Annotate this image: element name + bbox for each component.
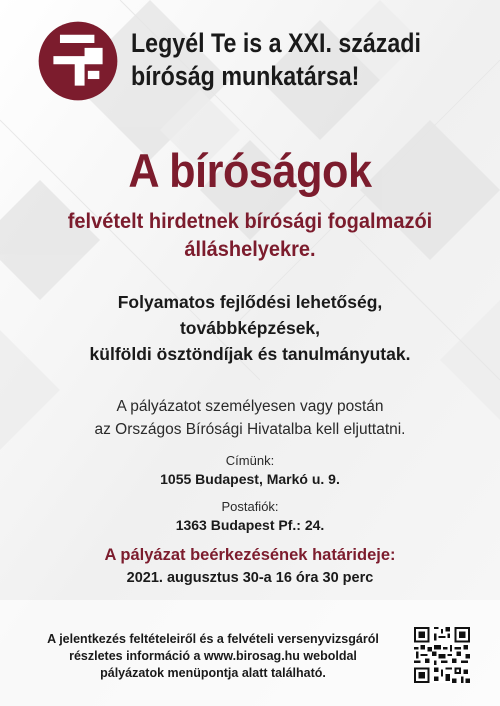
footer-line-2: részletes információ a www.birosag.hu weboldal <box>69 649 357 663</box>
footer-line-1: A jelentkezés feltételeiről és a felvételi versenyvizsgáról <box>47 632 379 646</box>
benefits <box>0 289 500 367</box>
qr-code-icon[interactable] <box>414 627 470 683</box>
deadline-title: A pályázat beérkezésének határideje: <box>104 546 396 564</box>
postbox-label: Postafiók: <box>221 499 279 514</box>
footer-line-3: pályázatok menüpontja alatt található. <box>100 666 326 680</box>
subtitle-line-2: álláshelyekre. <box>184 237 316 261</box>
subtitle-line-1: felvételt hirdetnek bírósági fogalmazói <box>67 209 433 233</box>
subtitle <box>18 207 483 263</box>
submission-line-1: A pályázatot személyesen vagy postán <box>116 398 384 415</box>
benefit-item: külföldi ösztöndíjak és tanulmányutak. <box>89 344 411 364</box>
address-value: 1055 Budapest, Markó u. 9. <box>160 471 340 487</box>
headline-line-1: Legyél Te is a XXI. századi <box>131 28 421 58</box>
benefit-item: Folyamatos fejlődési lehetőség, <box>117 292 383 312</box>
footer-info <box>22 631 404 682</box>
deadline-value: 2021. augusztus 30-a 16 óra 30 perc <box>126 570 374 586</box>
submission-info <box>0 395 500 441</box>
address-label: Címünk: <box>225 453 275 468</box>
headline-line-2: bíróság munkatársa! <box>131 61 360 91</box>
submission-line-2: az Országos Bírósági Hivatalba kell eljuttatni. <box>94 421 406 438</box>
page-title: A bíróságok <box>128 144 372 197</box>
court-logo-icon <box>37 20 119 102</box>
headline <box>131 27 423 93</box>
postbox-value: 1363 Budapest Pf.: 24. <box>175 517 325 533</box>
benefit-item: továbbképzések, <box>179 318 321 338</box>
